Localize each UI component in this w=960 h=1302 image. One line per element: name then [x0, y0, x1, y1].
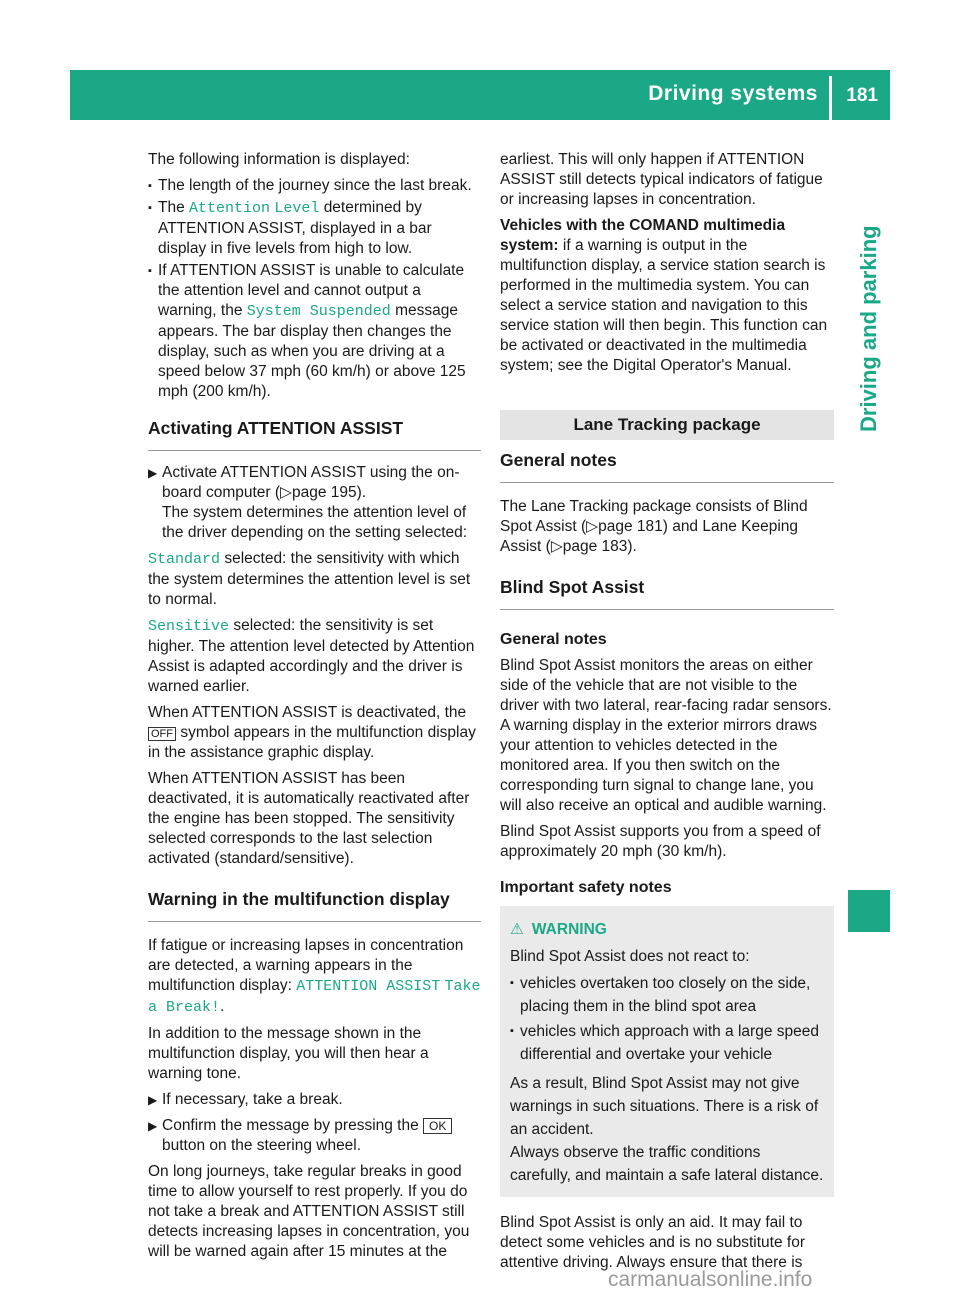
arrow-icon: ▶ [148, 466, 158, 480]
heading-general-notes: General notes [500, 450, 834, 483]
lane-tracking-text: The Lane Tracking package consists of Blind Spot Assist (▷page 181) and Lane Keeping Assist (▷page 183). [500, 498, 808, 555]
list-item: ▪ vehicles overtaken too closely on the side, placing them in the blind spot area [510, 972, 824, 1018]
subheading-safety-notes: Important safety notes [500, 879, 672, 896]
display-message: Attention [189, 200, 271, 217]
watermark: carmanualsonline.info [608, 1268, 813, 1291]
bsa-speed-text: Blind Spot Assist supports you from a speed of approximately 20 mph (30 km/h). [500, 823, 821, 860]
page-ref-link[interactable]: page 181) and Lane Keeping Assist ( [500, 518, 799, 555]
left-column [148, 150, 481, 1268]
aid-text: Blind Spot Assist is only an aid. It may fail to detect some vehicles and is no substitute for attentive driving. Always ensure that there is [500, 1214, 805, 1271]
page-ref-link[interactable]: page 195). [291, 484, 367, 501]
display-message: System Suspended [246, 303, 391, 320]
list-item: ▪ The length of the journey since the last break. [148, 176, 481, 196]
warning-list [510, 972, 824, 1066]
warning-intro: Blind Spot Assist does not react to: [510, 948, 750, 965]
page-ref-icon: ▷ [550, 538, 563, 555]
right-column [500, 150, 834, 1279]
warning-title: ⚠ WARNING [510, 918, 824, 941]
list-item: ▪ vehicles which approach with a large speed differential and overtake your vehicle [510, 1020, 824, 1066]
instruction-step: ▶ If necessary, take a break. [148, 1091, 343, 1108]
continued-text: earliest. This will only happen if ATTENTION ASSIST still detects typical indicators of fatigue or increasing lapses in concentration. [500, 151, 823, 208]
list-item: ▪ If ATTENTION ASSIST is unable to calculate the attention level and cannot output a warning, the System Suspended message appears. The bar display then changes the display, such as when you are driving at a speed below 37 mph (60 km/h) or above 125 mph (200 km/h). [148, 261, 481, 402]
list-item: ▪ The Attention Level determined by ATTENTION ASSIST, displayed in a bar display in five levels from high to low. [148, 198, 481, 259]
instruction-step: ▶ Confirm the message by pressing the OK button on the steering wheel. [148, 1116, 481, 1156]
heading-blind-spot-assist: Blind Spot Assist [500, 577, 834, 610]
side-tab [848, 126, 890, 1176]
subheading-general-notes: General notes [500, 631, 607, 648]
page-number: 181 [846, 85, 878, 106]
display-message: Level [274, 200, 320, 217]
bsa-description: Blind Spot Assist monitors the areas on either side of the vehicle that are not visible to the driver with two lateral, rear-facing radar sensors. A warning display in the exterior mirrors draws your attention to vehicles detected in the monitored area. If you then switch on the corresponding turn signal to change lane, you will also receive an optical and audible warning. [500, 657, 832, 814]
page-ref-icon: ▷ [280, 484, 292, 501]
warning-text: If fatigue or increasing lapses in concentration are detected, a warning appears in the multifunction display: ATTENTION ASSIST Take a Break!. [148, 937, 481, 1016]
side-tab-label: Driving and parking [856, 225, 881, 432]
ok-button-icon: OK [423, 1118, 452, 1134]
attention-off-icon: OFF [148, 727, 176, 741]
section-box-title: Lane Tracking package [500, 410, 834, 440]
heading-activating: Activating ATTENTION ASSIST [148, 418, 481, 451]
sensitive-setting: Sensitive selected: the sensitivity is set higher. The attention level detected by Attention Assist is adapted accordingly and the driver is warned earlier. [148, 617, 475, 695]
reactivated-text: When ATTENTION ASSIST has been deactivated, it is automatically reactivated after the engine has been stopped. The sensitivity selected corresponds to the last selection activated (standard/sensitive). [148, 770, 470, 867]
warning-triangle-icon: ⚠ [510, 921, 524, 938]
page-ref-icon: ▷ [586, 518, 599, 535]
header-divider [829, 76, 832, 120]
section-title: Driving systems [648, 82, 818, 105]
arrow-icon: ▶ [148, 1093, 158, 1107]
warning-text: As a result, Blind Spot Assist may not give warnings in such situations. There is a risk of an accident. [510, 1075, 819, 1138]
instruction-step: ▶ Activate ATTENTION ASSIST using the on-board computer (▷page 195). The system determines the attention level of the driver depending on the setting selected: [148, 464, 468, 541]
intro-text: The following information is displayed: [148, 151, 410, 168]
arrow-icon: ▶ [148, 1119, 158, 1133]
side-tab-marker [848, 890, 890, 932]
warning-box [500, 906, 834, 1197]
warning-tone-text: In addition to the message shown in the multifunction display, you will then hear a warning tone. [148, 1025, 429, 1082]
long-journeys-text: On long journeys, take regular breaks in good time to allow yourself to rest properly. If you do not take a break and ATTENTION ASSIST still detects increasing lapses in concentration, you will be warned again after 15 minutes at the [148, 1163, 470, 1260]
deactivated-text: When ATTENTION ASSIST is deactivated, the OFF symbol appears in the multifunction display in the assistance graphic display. [148, 704, 476, 761]
page-ref-link[interactable]: page 183). [562, 538, 637, 555]
heading-warning: Warning in the multifunction display [148, 889, 481, 922]
standard-setting: Standard selected: the sensitivity with which the system determines the attention level is set to normal. [148, 550, 471, 608]
warning-text: Always observe the traffic conditions carefully, and maintain a safe lateral distance. [510, 1144, 824, 1184]
info-list [148, 176, 481, 402]
page-header-bar [70, 70, 890, 120]
comand-text: Vehicles with the COMAND multimedia system: if a warning is output in the multifunction display, a service station search is performed in the multimedia system. You can select a service station and navigation to this service station will then begin. This function can be activated or deactivated in the multimedia system; see the Digital Operator's Manual. [500, 217, 828, 374]
